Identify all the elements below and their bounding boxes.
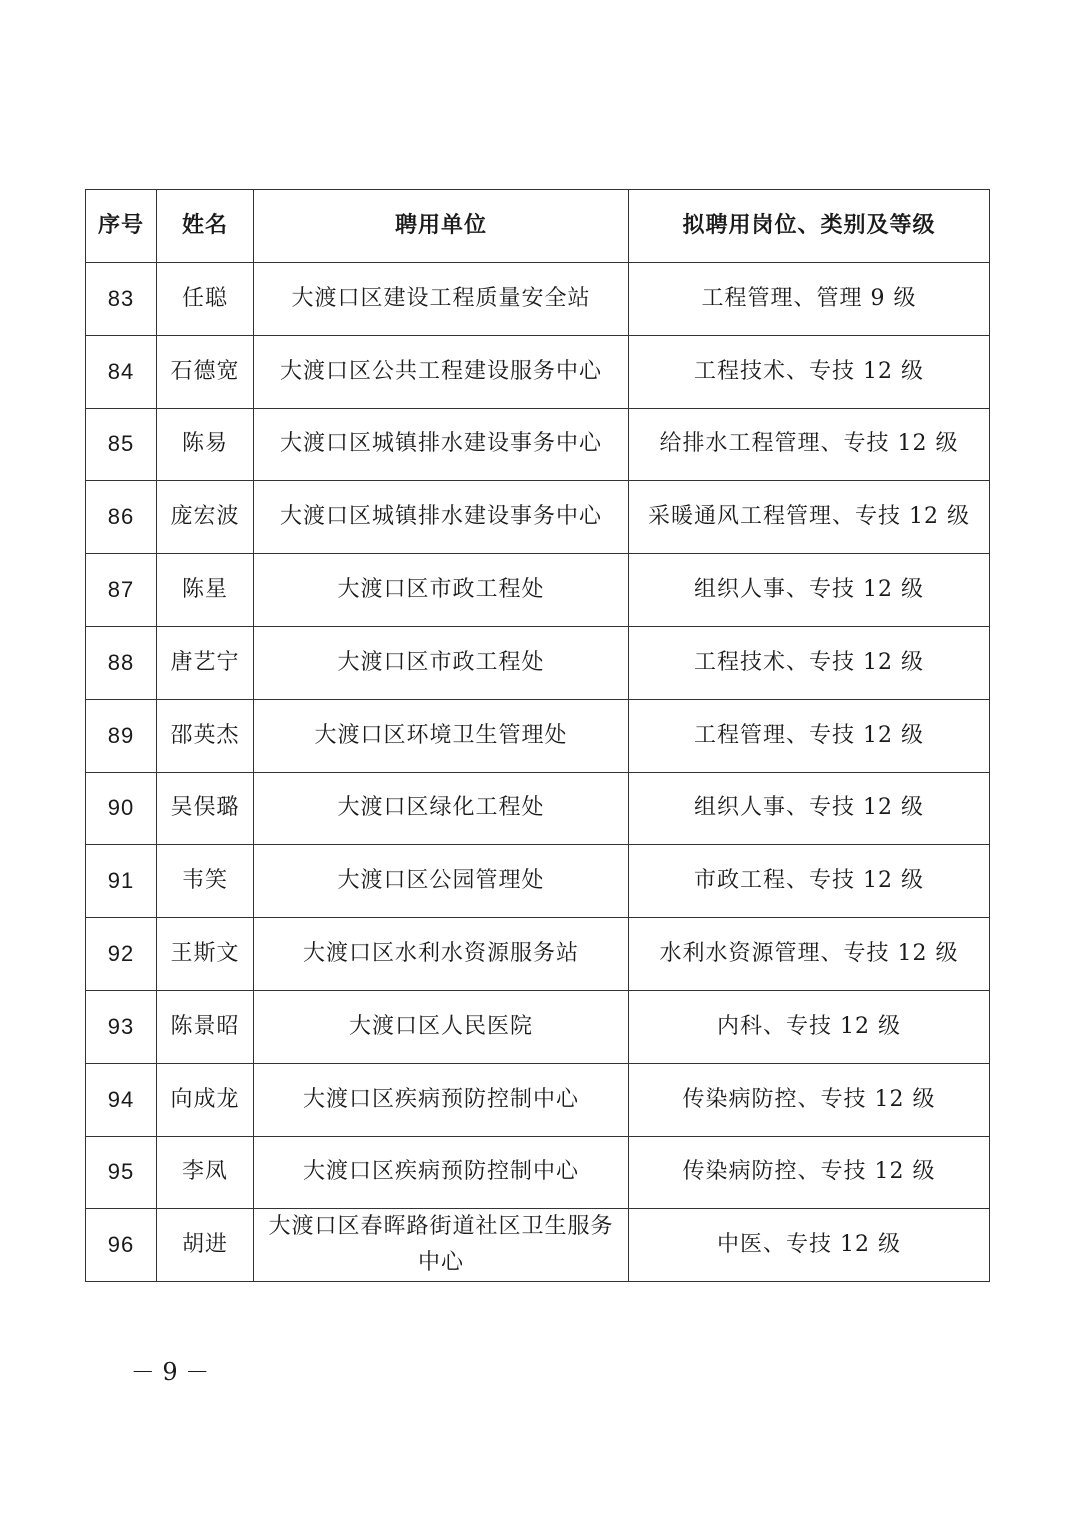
header-name: 姓名 bbox=[157, 190, 254, 263]
row-name: 陈景昭 bbox=[157, 990, 254, 1063]
row-unit: 大渡口区环境卫生管理处 bbox=[254, 699, 629, 772]
row-name: 向成龙 bbox=[157, 1063, 254, 1136]
row-position: 组织人事、专技 12 级 bbox=[629, 554, 990, 627]
row-name: 李凤 bbox=[157, 1136, 254, 1209]
row-position: 传染病防控、专技 12 级 bbox=[629, 1063, 990, 1136]
row-unit: 大渡口区公共工程建设服务中心 bbox=[254, 335, 629, 408]
appointment-table bbox=[85, 189, 990, 1282]
table-row bbox=[86, 481, 990, 554]
row-name: 韦笑 bbox=[157, 845, 254, 918]
row-name: 陈易 bbox=[157, 408, 254, 481]
row-name: 唐艺宁 bbox=[157, 626, 254, 699]
header-position: 拟聘用岗位、类别及等级 bbox=[629, 190, 990, 263]
row-position: 采暖通风工程管理、专技 12 级 bbox=[629, 481, 990, 554]
row-number: 90 bbox=[86, 772, 157, 845]
table-body bbox=[86, 263, 990, 1282]
row-name: 陈星 bbox=[157, 554, 254, 627]
table-row bbox=[86, 845, 990, 918]
table-row bbox=[86, 1209, 990, 1282]
row-number: 87 bbox=[86, 554, 157, 627]
table-row bbox=[86, 1136, 990, 1209]
row-position: 工程技术、专技 12 级 bbox=[629, 626, 990, 699]
table-header bbox=[86, 190, 990, 263]
row-name: 王斯文 bbox=[157, 918, 254, 991]
row-number: 85 bbox=[86, 408, 157, 481]
table-row bbox=[86, 554, 990, 627]
row-position: 工程管理、管理 9 级 bbox=[629, 263, 990, 336]
row-unit: 大渡口区公园管理处 bbox=[254, 845, 629, 918]
row-unit: 大渡口区城镇排水建设事务中心 bbox=[254, 408, 629, 481]
header-unit: 聘用单位 bbox=[254, 190, 629, 263]
table-row bbox=[86, 1063, 990, 1136]
row-position: 工程管理、专技 12 级 bbox=[629, 699, 990, 772]
row-unit: 大渡口区市政工程处 bbox=[254, 626, 629, 699]
row-position: 市政工程、专技 12 级 bbox=[629, 845, 990, 918]
row-number: 95 bbox=[86, 1136, 157, 1209]
row-position: 工程技术、专技 12 级 bbox=[629, 335, 990, 408]
row-unit: 大渡口区疾病预防控制中心 bbox=[254, 1136, 629, 1209]
row-name: 任聪 bbox=[157, 263, 254, 336]
row-unit: 大渡口区春晖路街道社区卫生服务中心 bbox=[254, 1209, 629, 1282]
row-unit: 大渡口区建设工程质量安全站 bbox=[254, 263, 629, 336]
table-row bbox=[86, 408, 990, 481]
table-row bbox=[86, 263, 990, 336]
table-row bbox=[86, 918, 990, 991]
row-position: 组织人事、专技 12 级 bbox=[629, 772, 990, 845]
table-row bbox=[86, 335, 990, 408]
table-row bbox=[86, 990, 990, 1063]
row-unit: 大渡口区绿化工程处 bbox=[254, 772, 629, 845]
row-position: 给排水工程管理、专技 12 级 bbox=[629, 408, 990, 481]
row-number: 89 bbox=[86, 699, 157, 772]
row-number: 91 bbox=[86, 845, 157, 918]
row-name: 邵英杰 bbox=[157, 699, 254, 772]
row-unit: 大渡口区水利水资源服务站 bbox=[254, 918, 629, 991]
row-name: 胡进 bbox=[157, 1209, 254, 1282]
row-number: 96 bbox=[86, 1209, 157, 1282]
header-row bbox=[86, 190, 990, 263]
table-row bbox=[86, 772, 990, 845]
row-number: 83 bbox=[86, 263, 157, 336]
row-number: 88 bbox=[86, 626, 157, 699]
table-row bbox=[86, 699, 990, 772]
row-number: 94 bbox=[86, 1063, 157, 1136]
table-row bbox=[86, 626, 990, 699]
row-unit: 大渡口区城镇排水建设事务中心 bbox=[254, 481, 629, 554]
row-number: 86 bbox=[86, 481, 157, 554]
row-name: 吴俣璐 bbox=[157, 772, 254, 845]
row-unit: 大渡口区人民医院 bbox=[254, 990, 629, 1063]
header-number: 序号 bbox=[86, 190, 157, 263]
row-name: 庞宏波 bbox=[157, 481, 254, 554]
row-number: 92 bbox=[86, 918, 157, 991]
row-unit: 大渡口区疾病预防控制中心 bbox=[254, 1063, 629, 1136]
row-position: 中医、专技 12 级 bbox=[629, 1209, 990, 1282]
row-position: 传染病防控、专技 12 级 bbox=[629, 1136, 990, 1209]
row-position: 水利水资源管理、专技 12 级 bbox=[629, 918, 990, 991]
row-unit: 大渡口区市政工程处 bbox=[254, 554, 629, 627]
page-number: － 9 － bbox=[130, 1358, 210, 1386]
row-position: 内科、专技 12 级 bbox=[629, 990, 990, 1063]
row-number: 93 bbox=[86, 990, 157, 1063]
row-name: 石德宽 bbox=[157, 335, 254, 408]
row-number: 84 bbox=[86, 335, 157, 408]
